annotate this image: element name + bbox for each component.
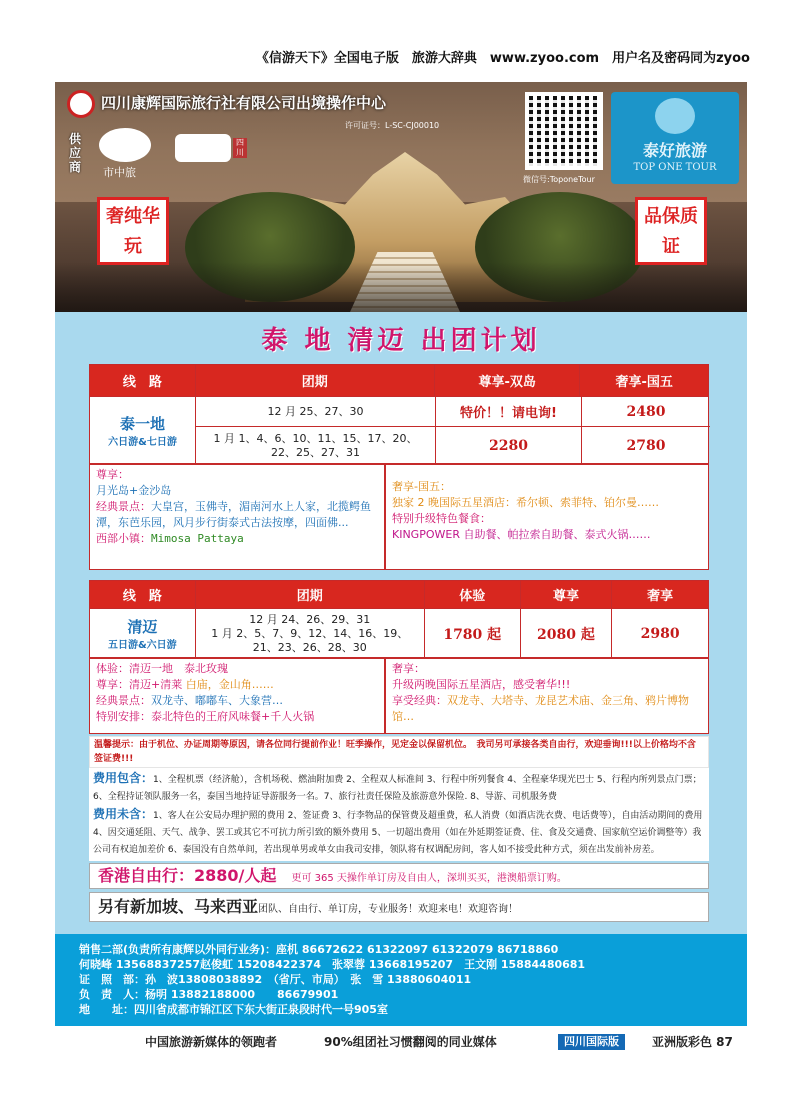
luxury-meals: KINGPOWER 自助餐、帕拉索自助餐、泰式火锅…… [392, 528, 651, 541]
thumbs-up-icon [655, 98, 695, 134]
contact-line: 地 址：四川省成都市锦江区下东大街正泉段时代一号905室 [79, 1003, 388, 1016]
luxury2-spots-label: 享受经典： [392, 694, 447, 707]
dates2-line2: 1 月 2、5、7、9、12、14、16、19、 [211, 627, 409, 640]
route-name: 泰一地 [119, 414, 165, 433]
warm-notice: 温馨提示：由于机位、办证周期等原因，请各位同行提前作业！旺季操作，见定金以保留机位。 我司另可承接各类自由行，欢迎垂询!!!以上价格均不含签证费!!! [89, 736, 709, 768]
spots2-list: 双龙寺、嘟嘟车、大象营… [151, 694, 283, 707]
price2-premium: 2080 起 [521, 609, 613, 659]
plan-title: 泰 地 清迈 出团计划 [261, 326, 541, 356]
hero-banner [55, 82, 747, 312]
partner-logo-icon [175, 134, 231, 162]
luxury2-title: 奢享： [392, 662, 425, 675]
price-row1-premium: 特价！！请电询! [436, 397, 582, 427]
dates2-line1: 12 月 24、26、29、31 [249, 613, 371, 626]
thailand-desc-right [385, 464, 709, 570]
thailand-table [89, 364, 709, 464]
town-name: Mimosa Pattaya [151, 532, 244, 545]
page-footer [0, 1032, 800, 1052]
top-one-tour-logo [611, 92, 739, 184]
contacts-block [55, 934, 747, 1026]
header-luxury: 奢享-国五 [580, 365, 708, 397]
fees-include-label: 费用包含： [93, 771, 154, 785]
header2-luxury: 奢享 [612, 581, 708, 609]
route-duration: 六日游&七日游 [108, 436, 177, 448]
route2-duration: 五日游&六日游 [107, 639, 177, 651]
dates2-cell [196, 609, 425, 659]
badge-luxury: 奢纯华玩 [97, 197, 169, 265]
luxury2-hotels: 升级两晚国际五星酒店，感受奢华!!! [392, 678, 571, 691]
route2-cell [90, 609, 196, 659]
header-dates: 团期 [196, 365, 435, 397]
chiangmai-desc-left [89, 658, 385, 734]
sg-headline: 另有新加坡、马来西亚 [98, 897, 259, 916]
header2-premium: 尊享 [521, 581, 613, 609]
route-cell [90, 397, 196, 465]
town-label: 西部小镇： [96, 532, 151, 545]
premium-islands: 月光岛+金沙岛 [96, 484, 172, 497]
sg-detail: 团队、自由行、单订房，专业服务！欢迎来电！欢迎咨询！ [258, 904, 519, 915]
badge-quality: 品保质证 [635, 197, 707, 265]
price2-basic: 1780 起 [425, 609, 521, 659]
header-route: 线 路 [90, 365, 196, 397]
header2-dates: 团期 [196, 581, 425, 609]
fees-include: 1、全程机票（经济舱），含机场税、燃油附加费 2、全程双人标准间 3、行程中所列餐食 4、全程豪华现光巴士 5、行程内所列景点门票；6、全程持证领队服务一名，泰国当地持证导游服务一名。7、旅行社责任保险及旅游意外保险. 8、导游、司机服务费 [93, 775, 702, 802]
fees-section [89, 768, 709, 861]
dates-row1: 12 月 25、27、30 [196, 397, 436, 427]
basic-line: 体验：清迈一地 泰北玫瑰 [96, 662, 228, 675]
magazine-header: 《信游天下》全国电子版 旅游大辞典 www.zyoo.com 用户名及密码同为zyoo [255, 51, 750, 66]
price-row1-luxury: 2480 [582, 397, 710, 427]
spots-label: 经典景点： [96, 500, 151, 513]
premium2-label: 尊享：清迈+清莱 [96, 678, 183, 691]
footer-edition-tag: 四川国际版 [558, 1034, 625, 1050]
supplier-label: 供应商 [69, 132, 82, 174]
footer-slogan1: 中国旅游新媒体的领跑者 [145, 1035, 278, 1049]
premium-title: 尊享： [96, 468, 129, 481]
price2-luxury: 2980 [640, 626, 680, 642]
license-number: 许可证号：L-SC-CJ00010 [345, 121, 440, 130]
luxury-meals-label: 特别升级特色餐食： [392, 512, 491, 525]
wechat-id: 微信号:ToponeTour [523, 175, 595, 184]
contact-line: 负 责 人：杨明 13882188000 86679901 [79, 988, 339, 1001]
premium2-spots: 白庙，金山角…… [185, 678, 274, 691]
fees-exclude-label: 费用未含： [93, 807, 154, 821]
price-row2-luxury: 2780 [626, 438, 666, 454]
luxury-hotels: 独家 2 晚国际五星酒店：希尔顿、索菲特、铂尔曼…… [392, 496, 659, 509]
luxury-title: 奢享-国五： [392, 480, 451, 493]
sichuan-tag: 四川 [233, 138, 247, 158]
special-meals: 泰北特色的王府风味餐+千人火锅 [151, 710, 315, 723]
kanghui-logo-icon [67, 90, 95, 118]
header2-route: 线 路 [90, 581, 196, 609]
price-row2-premium: 2280 [436, 427, 582, 465]
hero-shade [55, 262, 747, 312]
footer-slogan2: 90%组团社习惯翻阅的同业媒体 [324, 1035, 497, 1049]
singapore-offer [89, 892, 709, 922]
dates-row2: 1 月 1、4、6、10、11、15、17、20、22、25、27、31 [196, 427, 436, 465]
contact-line: 何晓峰 13568837257赵俊虹 15208422374 张翠蓉 13668195207 王文刚 15884480681 [79, 958, 586, 971]
hk-detail: 更可 365 天操作单订房及自由人，深圳买买，港澳船票订购。 [291, 873, 567, 884]
spots-list: 大皇宫，玉佛寺，湄南河水上人家，北揽鳄鱼潭，东芭乐园，风月步行街泰式古法按摩，四面佛... [96, 500, 371, 529]
dates2-line3: 21、23、26、28、30 [252, 641, 367, 654]
footer-page: 亚洲版彩色 87 [652, 1035, 733, 1049]
route2-name: 清迈 [127, 617, 158, 636]
contact-line: 销售二部(负责所有康辉以外同行业务)：座机 86672622 61322097 61322079 86718860 [79, 943, 559, 956]
tour-logo-en: TOP ONE TOUR [633, 162, 717, 173]
chiangmai-table [89, 580, 709, 658]
hk-headline: 香港自由行：2880/人起 [98, 866, 277, 885]
contact-line: 证 照 部：孙 波13808038892 （省厅、市局） 张 雪 13880604011 [79, 973, 472, 986]
luxury2-spots: 双龙寺、大塔寺、龙昆艺术庙、金三角、鸦片博物馆… [392, 694, 689, 723]
company-name: 四川康辉国际旅行社有限公司出境操作中心 [101, 94, 387, 112]
china-travel-sub: 市中旅 [103, 166, 136, 179]
spots2-label: 经典景点： [96, 694, 151, 707]
chiangmai-desc-right [385, 658, 709, 734]
china-travel-logo-icon [99, 128, 151, 162]
tour-logo-cn: 泰好旅游 [642, 141, 707, 160]
thailand-desc-left [89, 464, 385, 570]
header-premium: 尊享-双岛 [435, 365, 581, 397]
special-label: 特别安排： [96, 710, 151, 723]
header2-basic: 体验 [425, 581, 521, 609]
qr-code-icon [525, 92, 603, 170]
content-panel [55, 312, 747, 934]
hongkong-offer [89, 863, 709, 889]
fees-exclude: 1、客人在公安局办理护照的费用 2、签证费 3、行李物品的保管费及超重费，私人消费（如酒店洗衣费、电话费等），自由活动期间的费用 4、因交通延阻、天气、战争、罢工或其它不可抗力所引致的额外费用 5、一切超出费用（如在外延期签证费、住、食及交通费、国家航空运价调整等）我公司有权追加差价 6、泰国没有自然单间，若出现单男或单女由我司安排，领队将有权调配房间，客人如不接受此种方式，须在出发前补房差。 [93, 811, 703, 855]
